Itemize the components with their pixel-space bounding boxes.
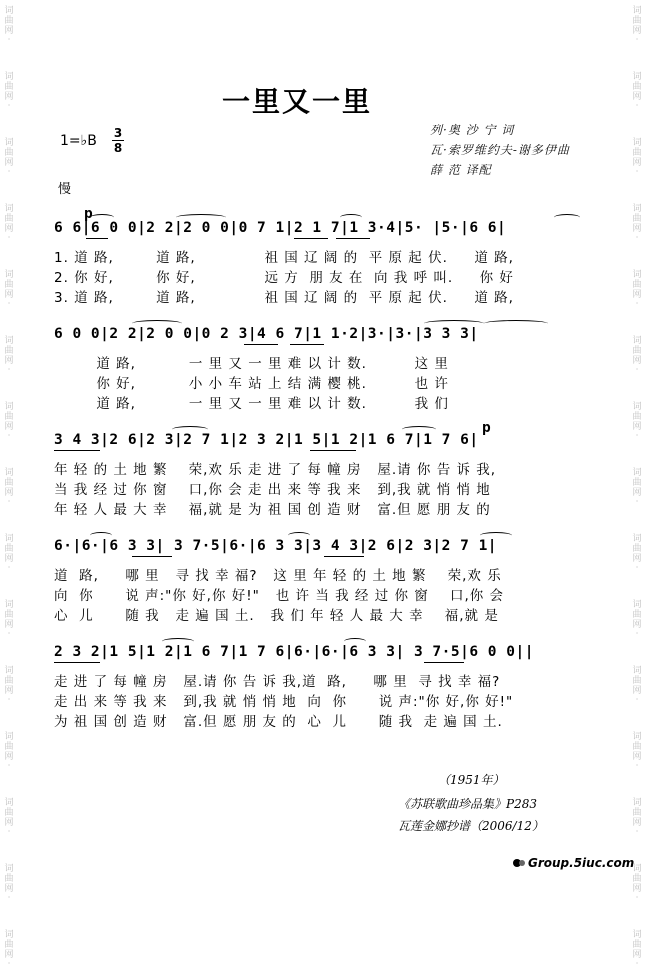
watermark-unit: [4, 468, 13, 506]
watermark-unit: [632, 270, 641, 308]
slur: [340, 214, 362, 221]
watermark-unit: [632, 798, 641, 836]
site-logo: [512, 856, 634, 870]
beam: [424, 662, 464, 663]
watermark-char: 词: [4, 6, 14, 16]
watermark-dot: ·: [635, 497, 639, 506]
lyricist-credit: 列·奥 沙 宁 词: [430, 123, 515, 137]
key-signature: 1=♭B: [60, 133, 97, 149]
watermark-char: 曲: [632, 346, 642, 356]
watermark-char: 曲: [632, 610, 642, 620]
watermark-char: 曲: [4, 412, 14, 422]
slur: [480, 532, 512, 539]
watermark-unit: [632, 600, 641, 638]
watermark-char: 词: [4, 402, 14, 412]
slur: [162, 638, 194, 645]
watermark-char: 曲: [632, 874, 642, 884]
watermark-char: 网: [632, 620, 642, 630]
watermark-char: 曲: [632, 412, 642, 422]
watermark-unit: [4, 666, 13, 704]
watermark-dot: ·: [7, 299, 11, 308]
watermark-char: 曲: [632, 940, 642, 950]
watermark-dot: ·: [635, 827, 639, 836]
watermark-char: 曲: [4, 346, 14, 356]
beam: [132, 556, 172, 557]
watermark-char: 词: [4, 600, 14, 610]
source-transcriber: 瓦莲金娜抄谱（2006/12）: [398, 819, 544, 833]
watermark-unit: [4, 138, 13, 176]
watermark-char: 词: [4, 666, 14, 676]
watermark-dot: ·: [635, 629, 639, 638]
watermark-unit: [4, 864, 13, 902]
watermark-char: 网: [4, 884, 14, 894]
lyric-verse-2: 你 好, 小 小 车 站 上 结 满 樱 桃. 也 许: [54, 376, 449, 392]
watermark-char: 网: [632, 422, 642, 432]
watermark-unit: [4, 732, 13, 770]
lyric-verse-1: 道 路, 一 里 又 一 里 难 以 计 数. 这 里: [54, 356, 449, 372]
slur: [90, 214, 114, 221]
watermark-dot: ·: [635, 101, 639, 110]
watermark-char: 网: [632, 818, 642, 828]
lyric-verse-2: 向 你 说 声:"你 好,你 好!" 也 许 当 我 经 过 你 窗 口,你 会: [54, 588, 505, 604]
watermark-char: 曲: [632, 214, 642, 224]
watermark-unit: [4, 402, 13, 440]
lyric-verse-3: 道 路, 一 里 又 一 里 难 以 计 数. 我 们: [54, 396, 449, 412]
watermark-unit: [632, 204, 641, 242]
watermark-unit: [4, 798, 13, 836]
slur: [90, 532, 112, 539]
watermark-char: 网: [4, 554, 14, 564]
lyric-verse-1: 道 路, 哪 里 寻 找 幸 福? 这 里 年 轻 的 土 地 繁 荣,欢 乐: [54, 568, 502, 584]
slur: [288, 532, 310, 539]
watermark-unit: [4, 270, 13, 308]
watermark-char: 网: [632, 158, 642, 168]
watermark-char: 词: [632, 138, 642, 148]
beam: [294, 238, 328, 239]
beam: [54, 662, 100, 663]
watermark-unit: [4, 534, 13, 572]
watermark-char: 词: [4, 138, 14, 148]
beam: [336, 238, 370, 239]
watermark-char: 曲: [4, 544, 14, 554]
watermark-char: 词: [4, 270, 14, 280]
watermark-char: 网: [4, 752, 14, 762]
watermark-char: 词: [632, 930, 642, 940]
beam: [54, 450, 100, 451]
watermark-char: 网: [632, 884, 642, 894]
song-title: 一里又一里: [222, 85, 373, 118]
watermark-dot: ·: [635, 167, 639, 176]
watermark-dot: ·: [635, 695, 639, 704]
watermark-dot: ·: [635, 365, 639, 374]
watermark-char: 曲: [632, 148, 642, 158]
watermark-char: 词: [632, 270, 642, 280]
watermark-char: 曲: [4, 478, 14, 488]
meter-bottom: 8: [113, 141, 123, 155]
watermark-dot: ·: [635, 893, 639, 902]
watermark-char: 词: [632, 468, 642, 478]
watermark-unit: [4, 600, 13, 638]
lyric-verse-3: 年 轻 人 最 大 幸 福,就 是 为 祖 国 创 造 财 富.但 愿 朋 友 的: [54, 502, 491, 518]
watermark-char: 网: [632, 290, 642, 300]
watermark-char: 网: [4, 290, 14, 300]
watermark-dot: ·: [635, 959, 639, 968]
watermark-unit: [632, 336, 641, 374]
watermark-char: 网: [4, 92, 14, 102]
dynamic-mark: p: [84, 206, 94, 222]
watermark-dot: ·: [7, 365, 11, 374]
lyric-verse-2: 当 我 经 过 你 窗 口,你 会 走 出 来 等 我 来 到,我 就 悄 悄 地: [54, 482, 491, 498]
watermark-char: 词: [632, 534, 642, 544]
watermark-char: 曲: [4, 676, 14, 686]
source-book: 《苏联歌曲珍品集》P283: [398, 797, 537, 811]
watermark-unit: [632, 72, 641, 110]
watermark-dot: ·: [7, 827, 11, 836]
watermark-dot: ·: [635, 35, 639, 44]
watermark-char: 曲: [4, 808, 14, 818]
watermark-unit: [632, 468, 641, 506]
beam: [86, 238, 108, 239]
watermark-dot: ·: [7, 629, 11, 638]
watermark-unit: [632, 138, 641, 176]
watermark-unit: [4, 6, 13, 44]
slur: [176, 214, 226, 221]
watermark-char: 曲: [632, 16, 642, 26]
watermark-unit: [4, 930, 13, 968]
beam: [244, 344, 278, 345]
watermark-char: 网: [632, 488, 642, 498]
watermark-char: 网: [632, 26, 642, 36]
beam: [290, 344, 324, 345]
slur: [484, 320, 548, 327]
watermark-char: 词: [4, 534, 14, 544]
lyric-verse-1: 年 轻 的 土 地 繁 荣,欢 乐 走 进 了 每 幢 房 屋.请 你 告 诉 我,: [54, 462, 497, 478]
watermark-char: 词: [4, 204, 14, 214]
watermark-char: 词: [4, 864, 14, 874]
watermark-char: 网: [4, 620, 14, 630]
watermark-char: 词: [632, 402, 642, 412]
watermark-dot: ·: [7, 35, 11, 44]
watermark-char: 网: [4, 158, 14, 168]
watermark-char: 网: [632, 752, 642, 762]
watermark-char: 词: [4, 468, 14, 478]
watermark-char: 曲: [632, 676, 642, 686]
watermark-char: 曲: [632, 478, 642, 488]
watermark-char: 词: [632, 666, 642, 676]
watermark-char: 曲: [4, 16, 14, 26]
watermark-unit: [632, 732, 641, 770]
watermark-unit: [632, 402, 641, 440]
notation-line: 2 3 2|1 5|1 2|1 6 7|1 7 6|6·|6·|6 3 3| 3 7·5|6 0 0||: [54, 644, 534, 660]
watermark-char: 网: [632, 224, 642, 234]
slur: [344, 638, 366, 645]
watermark-char: 曲: [4, 742, 14, 752]
time-signature: [112, 127, 124, 154]
meter-top: 3: [113, 126, 123, 140]
watermark-char: 词: [4, 336, 14, 346]
watermark-char: 曲: [4, 280, 14, 290]
beam: [324, 556, 364, 557]
source-year: （1951年）: [438, 773, 505, 787]
watermark-char: 网: [632, 554, 642, 564]
dynamic-mark: p: [482, 420, 492, 436]
watermark-char: 网: [632, 686, 642, 696]
tempo-marking: 慢: [58, 182, 72, 197]
watermark-char: 曲: [4, 940, 14, 950]
watermark-dot: ·: [635, 233, 639, 242]
watermark-char: 词: [632, 336, 642, 346]
composer-credit: 瓦·索罗维约夫-谢多伊曲: [430, 143, 570, 157]
slur: [424, 320, 484, 327]
watermark-char: 曲: [632, 82, 642, 92]
slur: [554, 214, 580, 221]
logo-mark-icon: [512, 858, 526, 868]
watermark-unit: [4, 204, 13, 242]
watermark-dot: ·: [7, 893, 11, 902]
watermark-char: 词: [632, 864, 642, 874]
watermark-char: 词: [4, 798, 14, 808]
lyric-verse-1: 1. 道 路, 道 路, 祖 国 辽 阔 的 平 原 起 伏. 道 路,: [54, 250, 514, 266]
watermark-char: 网: [4, 488, 14, 498]
watermark-char: 词: [4, 732, 14, 742]
lyric-verse-1: 走 进 了 每 幢 房 屋.请 你 告 诉 我,道 路, 哪 里 寻 找 幸 福?: [54, 674, 501, 690]
watermark-unit: [632, 930, 641, 968]
watermark-char: 网: [4, 950, 14, 960]
watermark-char: 曲: [632, 544, 642, 554]
watermark-char: 曲: [4, 610, 14, 620]
watermark-char: 网: [4, 818, 14, 828]
watermark-dot: ·: [7, 959, 11, 968]
watermark-char: 曲: [632, 280, 642, 290]
watermark-char: 词: [632, 72, 642, 82]
watermark-dot: ·: [7, 167, 11, 176]
watermark-char: 词: [632, 600, 642, 610]
lyric-verse-3: 3. 道 路, 道 路, 祖 国 辽 阔 的 平 原 起 伏. 道 路,: [54, 290, 514, 306]
watermark-left: [1, 0, 17, 968]
watermark-char: 曲: [4, 82, 14, 92]
watermark-char: 网: [4, 224, 14, 234]
watermark-char: 曲: [4, 874, 14, 884]
slur: [402, 426, 436, 433]
watermark-unit: [4, 336, 13, 374]
lyric-verse-2: 2. 你 好, 你 好, 远 方 朋 友 在 向 我 呼 叫. 你 好: [54, 270, 514, 286]
slur: [172, 426, 208, 433]
watermark-right: [629, 0, 645, 968]
watermark-char: 网: [4, 422, 14, 432]
watermark-dot: ·: [635, 761, 639, 770]
lyric-verse-2: 走 出 来 等 我 来 到,我 就 悄 悄 地 向 你 说 声:"你 好,你 好!": [54, 694, 514, 710]
watermark-dot: ·: [7, 563, 11, 572]
watermark-char: 词: [632, 732, 642, 742]
watermark-dot: ·: [7, 101, 11, 110]
notation-line: 3 4 3|2 6|2 3|2 7 1|2 3 2|1 5|1 2|1 6 7|1 7 6|: [54, 432, 479, 448]
watermark-char: 网: [632, 950, 642, 960]
watermark-dot: ·: [635, 299, 639, 308]
watermark-unit: [632, 6, 641, 44]
watermark-char: 词: [4, 72, 14, 82]
watermark-unit: [632, 534, 641, 572]
watermark-char: 网: [4, 686, 14, 696]
notation-line: 6 6|6 0 0|2 2|2 0 0|0 7 1|2 1 7|1 3·4|5· |5·|6 6|: [54, 220, 507, 236]
watermark-dot: ·: [7, 431, 11, 440]
watermark-char: 曲: [632, 808, 642, 818]
watermark-unit: [632, 666, 641, 704]
notation-line: 6·|6·|6 3 3| 3 7·5|6·|6 3 3|3 4 3|2 6|2 3|2 7 1|: [54, 538, 498, 554]
watermark-char: 曲: [4, 148, 14, 158]
watermark-dot: ·: [635, 431, 639, 440]
watermark-char: 词: [632, 6, 642, 16]
lyric-verse-3: 为 祖 国 创 造 财 富.但 愿 朋 友 的 心 儿 随 我 走 遍 国 土.: [54, 714, 503, 730]
watermark-char: 网: [632, 356, 642, 366]
beam: [310, 450, 356, 451]
watermark-char: 曲: [632, 742, 642, 752]
slur: [132, 320, 182, 327]
lyric-verse-3: 心 儿 随 我 走 遍 国 土. 我 们 年 轻 人 最 大 幸 福,就 是: [54, 608, 499, 624]
logo-text: Group.5iuc.com: [528, 856, 635, 870]
watermark-char: 网: [4, 356, 14, 366]
watermark-char: 曲: [4, 214, 14, 224]
watermark-char: 网: [4, 26, 14, 36]
notation-line: 6 0 0|2 2|2 0 0|0 2 3|4 6 7|1 1·2|3·|3·|3 3 3|: [54, 326, 479, 342]
watermark-dot: ·: [7, 497, 11, 506]
watermark-dot: ·: [7, 761, 11, 770]
watermark-dot: ·: [635, 563, 639, 572]
translator-credit: 薛 范 译配: [430, 163, 492, 177]
watermark-unit: [4, 72, 13, 110]
watermark-char: 词: [632, 204, 642, 214]
watermark-dot: ·: [7, 233, 11, 242]
watermark-dot: ·: [7, 695, 11, 704]
watermark-char: 网: [632, 92, 642, 102]
watermark-char: 词: [632, 798, 642, 808]
watermark-char: 词: [4, 930, 14, 940]
